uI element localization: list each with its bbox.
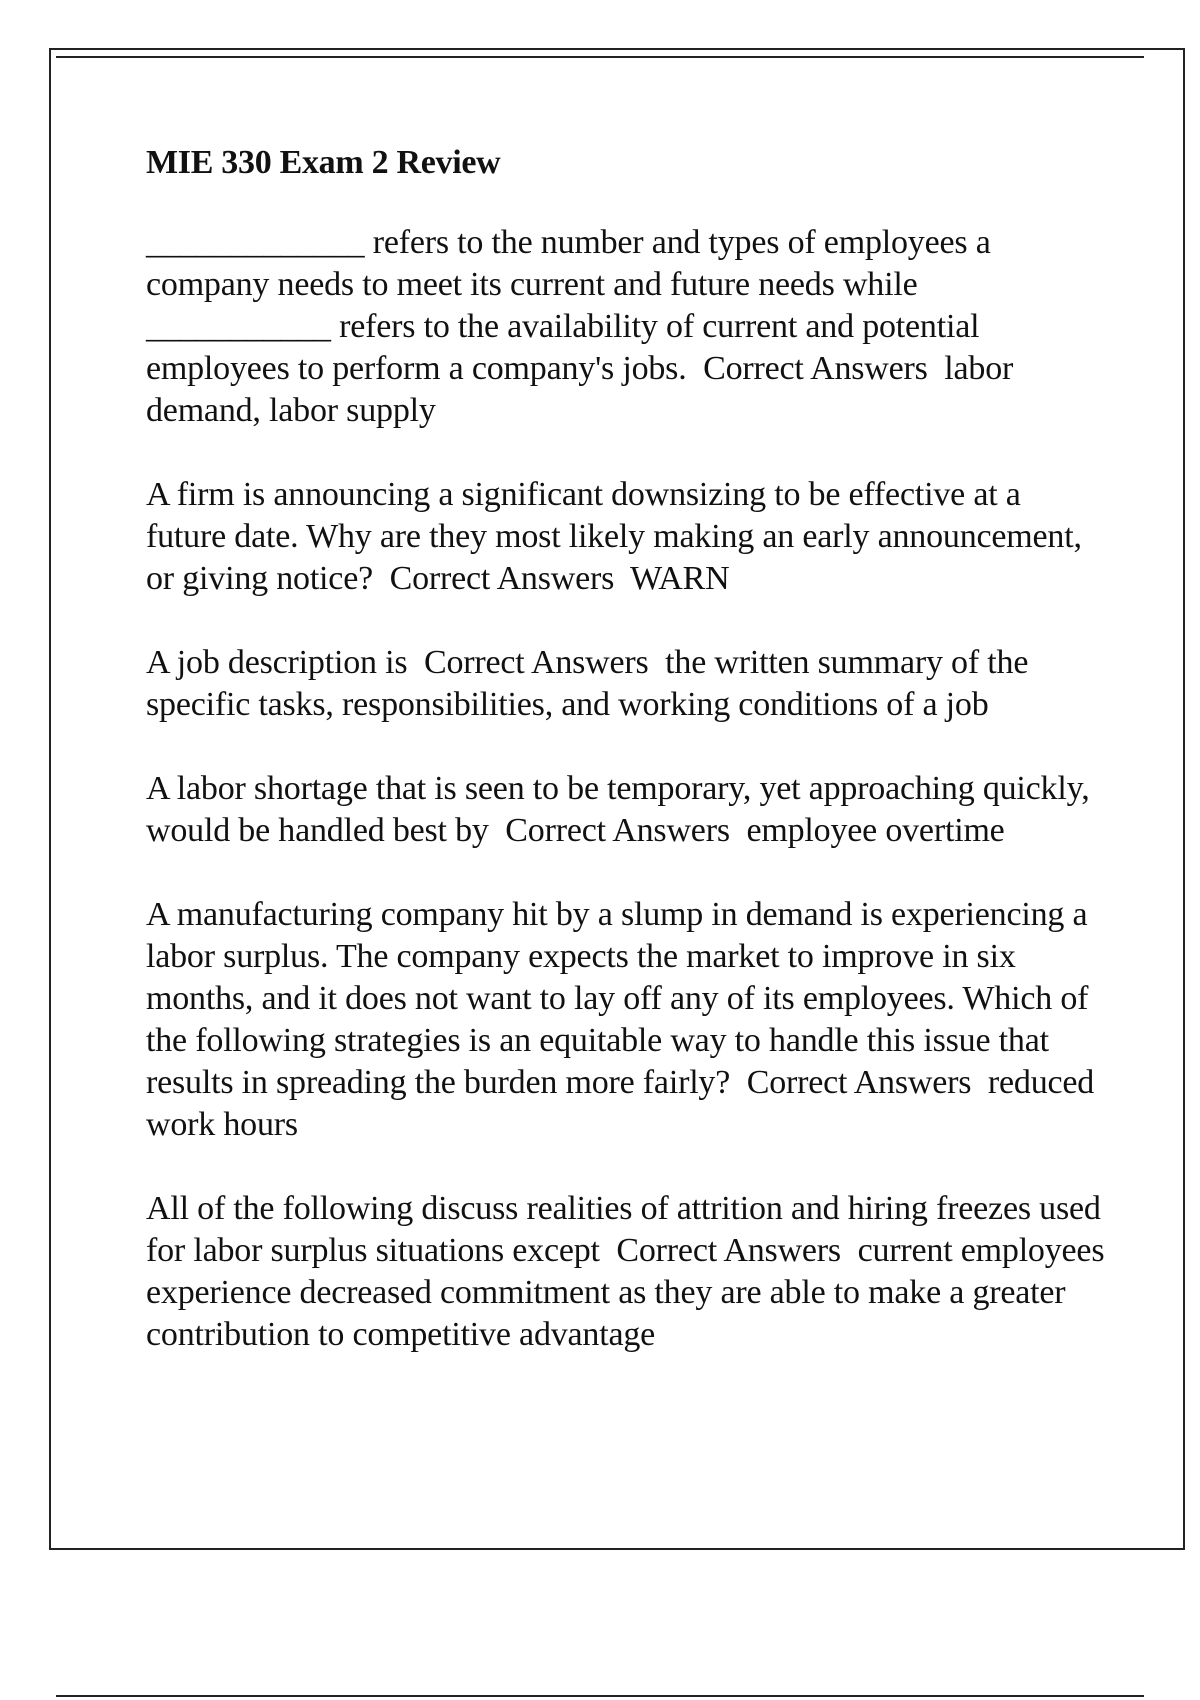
answer-text: labor demand, labor supply xyxy=(146,350,1022,429)
question-text: A manufacturing company hit by a slump in demand is experiencing a labor surplus. The company expects the market to improve in six months, and it does not want to lay off any of its employees. Which of the following strategies is an equitable way to handle this issue that results in spreading the burden more fairly? xyxy=(146,896,1097,1101)
answer-text: reduced work hours xyxy=(146,1064,1103,1143)
answer-label: Correct Answers xyxy=(616,1232,841,1269)
answer-text: employee overtime xyxy=(746,812,1005,849)
document-title: MIE 330 Exam 2 Review xyxy=(146,144,501,181)
qa-entry xyxy=(146,768,1106,852)
bottom-rule xyxy=(56,1695,1144,1697)
answer-label: Correct Answers xyxy=(703,350,928,387)
question-text: _____________ refers to the number and types of employees a company needs to meet its current and future needs while ___________ refers to the availability of current and potential employees to perform a company's jobs. xyxy=(146,224,999,387)
answer-text: WARN xyxy=(630,560,730,597)
answer-label: Correct Answers xyxy=(746,1064,972,1101)
question-text: All of the following discuss realities of attrition and hiring freezes used for labor surplus situations except xyxy=(146,1190,1110,1269)
answer-text: current employees experience decreased commitment as they are able to make a greater contribution to competitive advantage xyxy=(146,1232,1113,1353)
answer-label: Correct Answers xyxy=(389,560,615,597)
question-text: A labor shortage that is seen to be temporary, yet approaching quickly, would be handled best by xyxy=(146,770,1098,849)
question-text: A firm is announcing a significant downsizing to be effective at a future date. Why are they most likely making an early announcement, or giving notice? xyxy=(146,476,1091,597)
answer-text: the written summary of the specific tasks, responsibilities, and working conditions of a job xyxy=(146,644,1037,723)
qa-entry xyxy=(146,1188,1113,1356)
qa-entry xyxy=(146,222,1106,432)
document-body xyxy=(146,142,1113,1398)
question-text: A job description is xyxy=(146,644,408,681)
answer-label: Correct Answers xyxy=(424,644,649,681)
qa-entry xyxy=(146,894,1106,1146)
qa-entry xyxy=(146,474,1106,600)
qa-entry xyxy=(146,642,1106,726)
answer-label: Correct Answers xyxy=(505,812,730,849)
